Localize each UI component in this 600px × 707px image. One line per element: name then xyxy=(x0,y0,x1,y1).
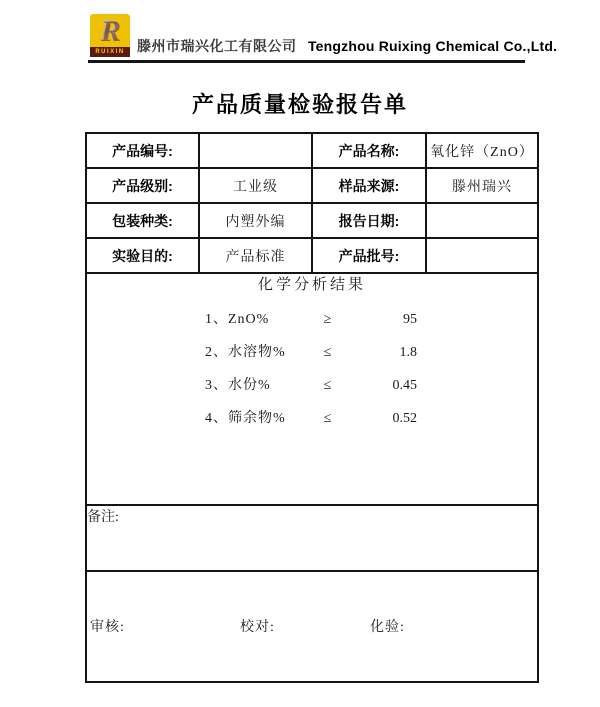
item-name: 1、ZnO% xyxy=(205,312,270,327)
item-value: 0.45 xyxy=(392,378,417,393)
item-operator: ≤ xyxy=(323,411,332,426)
analysis-item xyxy=(87,310,537,330)
analysis-title: 化学分析结果 xyxy=(257,277,366,293)
logo-square xyxy=(90,14,130,47)
logo-r-glyph: R xyxy=(99,14,120,47)
company-names xyxy=(137,36,557,56)
item-operator: ≤ xyxy=(323,345,332,360)
product-code-label: 产品编号: xyxy=(86,133,199,168)
item-value: 1.8 xyxy=(399,345,417,360)
table-row xyxy=(86,203,538,238)
table-row xyxy=(86,133,538,168)
proofread-label: 校对: xyxy=(240,620,275,635)
batch-number-label: 产品批号: xyxy=(312,238,426,273)
table-row xyxy=(86,238,538,273)
signature-section xyxy=(86,571,538,682)
item-value: 0.52 xyxy=(392,411,417,426)
batch-number-value xyxy=(426,238,538,273)
table-row xyxy=(86,168,538,203)
packaging-type-label: 包装种类: xyxy=(86,203,199,238)
product-grade-label: 产品级别: xyxy=(86,168,199,203)
item-name: 3、水份% xyxy=(205,378,271,393)
company-logo xyxy=(90,14,130,57)
report-date-value xyxy=(426,203,538,238)
logo-brand-text: RUIXIN xyxy=(90,47,130,57)
product-grade-value: 工业级 xyxy=(199,168,312,203)
item-value: 95 xyxy=(403,312,417,327)
item-operator: ≤ xyxy=(323,378,332,393)
analysis-section xyxy=(86,273,538,505)
analysis-item xyxy=(87,343,537,363)
signature-row xyxy=(86,571,538,682)
remarks-label: 备注: xyxy=(86,505,538,571)
item-operator: ≥ xyxy=(323,312,332,327)
analysis-item xyxy=(87,409,537,429)
header-divider xyxy=(88,60,525,63)
company-name-en: Tengzhou Ruixing Chemical Co.,Ltd. xyxy=(307,38,558,54)
assay-label: 化验: xyxy=(370,620,405,635)
report-table xyxy=(85,132,539,683)
remarks-row xyxy=(86,505,538,571)
packaging-type-value: 内塑外编 xyxy=(199,203,312,238)
sample-source-value: 滕州瑞兴 xyxy=(426,168,538,203)
review-label: 审核: xyxy=(90,620,125,635)
product-code-value xyxy=(199,133,312,168)
item-name: 2、水溶物% xyxy=(205,345,286,360)
analysis-section-row xyxy=(86,273,538,505)
test-purpose-label: 实验目的: xyxy=(86,238,199,273)
item-name: 4、筛余物% xyxy=(205,411,286,426)
report-date-label: 报告日期: xyxy=(312,203,426,238)
analysis-item xyxy=(87,376,537,396)
sample-source-label: 样品来源: xyxy=(312,168,426,203)
test-purpose-value: 产品标准 xyxy=(199,238,312,273)
product-name-value: 氧化锌（ZnO） xyxy=(426,133,538,168)
product-name-label: 产品名称: xyxy=(312,133,426,168)
company-name-cn: 滕州市瑞兴化工有限公司 xyxy=(137,40,297,55)
page-title: 产品质量检验报告单 xyxy=(191,92,408,117)
